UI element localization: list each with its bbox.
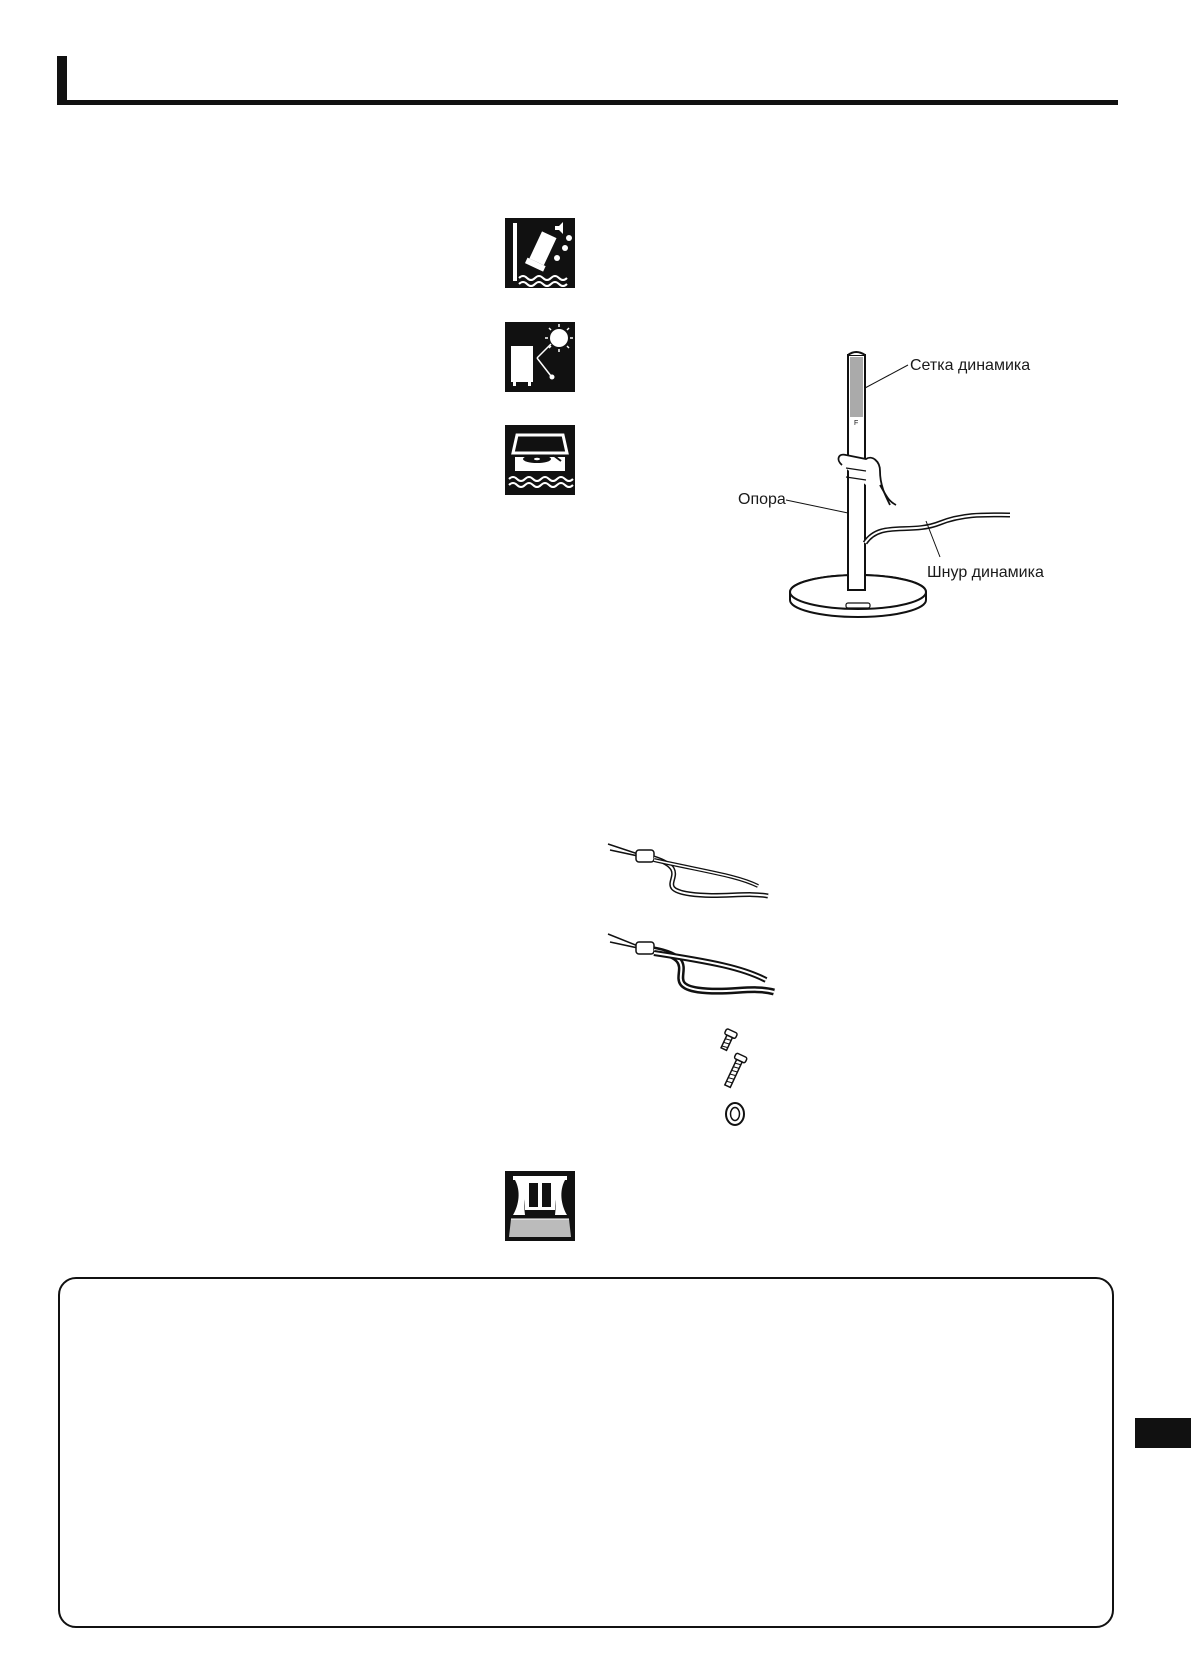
window-curtains-room-icon [505,1171,575,1241]
speaker-cord-long [598,926,783,1006]
speaker-cord-short [598,836,778,906]
svg-text:F: F [854,420,859,427]
sunlight-heat-icon [505,322,575,392]
side-tab [1135,1418,1191,1448]
header-rule [57,100,1118,105]
header-marker [57,56,67,104]
pole-label: Опора [738,491,786,508]
info-box [58,1277,1114,1628]
grille-label: Сетка динамика [910,357,1031,374]
speaker-falling-water-icon [505,218,575,288]
turntable-vibration-icon [505,425,575,495]
speaker-stand-illustration [730,345,1060,625]
screws-and-washer [716,1028,756,1128]
cord-label: Шнур динамика [927,564,1044,581]
